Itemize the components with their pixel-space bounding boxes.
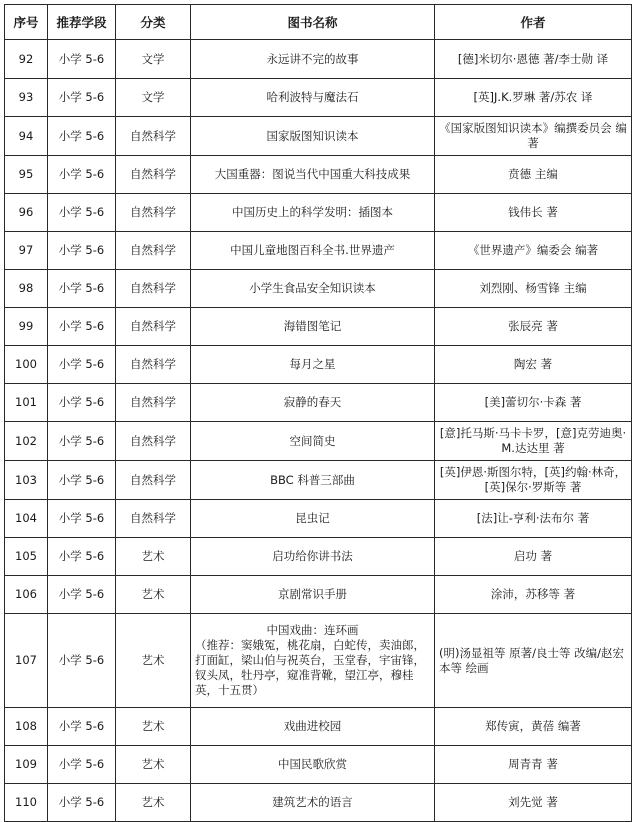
cell-author: [英]J.K.罗琳 著/苏农 译: [435, 79, 632, 117]
table-row: [5, 384, 632, 422]
header-number: 序号: [5, 5, 48, 40]
cell-title: 寂静的春天: [191, 384, 435, 422]
cell-author: [法]让-亨利·法布尔 著: [435, 500, 632, 538]
table-row: [5, 79, 632, 117]
cell-title: 戏曲进校园: [191, 708, 435, 746]
table-row: [5, 614, 632, 708]
cell-title: 启功给你讲书法: [191, 538, 435, 576]
cell-category: 自然科学: [116, 346, 191, 384]
title-note: （推荐：窦娥冤，桃花扇，白蛇传，卖油郎，打面缸，梁山伯与祝英台，玉堂春，宇宙锋，钗头凤，牡丹亭，窥准背靴，望江亭，穆桂英，十五贯）: [195, 638, 425, 697]
table-row: [5, 746, 632, 784]
cell-author: 张辰亮 著: [435, 308, 632, 346]
cell-number: 95: [5, 156, 48, 194]
cell-number: 92: [5, 40, 48, 79]
cell-title: 国家版图知识读本: [191, 117, 435, 156]
cell-stage: 小学 5-6: [48, 308, 116, 346]
cell-category: 艺术: [116, 746, 191, 784]
cell-author: [美]蕾切尔·卡森 著: [435, 384, 632, 422]
cell-category: 自然科学: [116, 156, 191, 194]
cell-category: 文学: [116, 79, 191, 117]
table-row: [5, 538, 632, 576]
table-row: [5, 708, 632, 746]
cell-category: 自然科学: [116, 232, 191, 270]
cell-stage: 小学 5-6: [48, 232, 116, 270]
cell-category: 自然科学: [116, 308, 191, 346]
table-row: [5, 461, 632, 500]
header-author: 作者: [435, 5, 632, 40]
cell-author: [英]伊恩·斯图尔特，[英]约翰·林奇，[英]保尔·罗斯等 著: [435, 461, 632, 500]
cell-number: 107: [5, 614, 48, 708]
cell-stage: 小学 5-6: [48, 156, 116, 194]
cell-author: 刘先觉 著: [435, 784, 632, 822]
cell-stage: 小学 5-6: [48, 500, 116, 538]
cell-title: 中国历史上的科学发明：插图本: [191, 194, 435, 232]
cell-author: 《世界遗产》编委会 编著: [435, 232, 632, 270]
cell-number: 104: [5, 500, 48, 538]
table-row: [5, 270, 632, 308]
table-row: [5, 232, 632, 270]
table-row: [5, 500, 632, 538]
cell-author: 刘烈刚、杨雪锋 主编: [435, 270, 632, 308]
cell-stage: 小学 5-6: [48, 79, 116, 117]
table-row: [5, 117, 632, 156]
cell-author: 启功 著: [435, 538, 632, 576]
header-stage: 推荐学段: [48, 5, 116, 40]
table-header-row: [5, 5, 632, 40]
table-row: [5, 784, 632, 822]
cell-title: 哈利波特与魔法石: [191, 79, 435, 117]
title-main: 中国戏曲：连环画: [266, 623, 359, 637]
cell-title: 中国民歌欣赏: [191, 746, 435, 784]
table-row: [5, 576, 632, 614]
cell-stage: 小学 5-6: [48, 746, 116, 784]
cell-title: 建筑艺术的语言: [191, 784, 435, 822]
cell-title: 永远讲不完的故事: [191, 40, 435, 79]
cell-category: 文学: [116, 40, 191, 79]
header-title: 图书名称: [191, 5, 435, 40]
cell-author: 周青青 著: [435, 746, 632, 784]
cell-title: 大国重器：图说当代中国重大科技成果: [191, 156, 435, 194]
cell-category: 自然科学: [116, 194, 191, 232]
cell-number: 96: [5, 194, 48, 232]
cell-category: 艺术: [116, 708, 191, 746]
cell-stage: 小学 5-6: [48, 194, 116, 232]
cell-author: 《国家版图知识读本》编撰委员会 编著: [435, 117, 632, 156]
cell-stage: 小学 5-6: [48, 270, 116, 308]
cell-title: 中国儿童地图百科全书.世界遗产: [191, 232, 435, 270]
cell-number: 100: [5, 346, 48, 384]
cell-number: 101: [5, 384, 48, 422]
cell-number: 94: [5, 117, 48, 156]
table-row: [5, 156, 632, 194]
cell-stage: 小学 5-6: [48, 784, 116, 822]
cell-number: 105: [5, 538, 48, 576]
cell-category: 自然科学: [116, 422, 191, 461]
header-category: 分类: [116, 5, 191, 40]
cell-title: 京剧常识手册: [191, 576, 435, 614]
cell-category: 自然科学: [116, 384, 191, 422]
cell-category: 艺术: [116, 614, 191, 708]
cell-number: 97: [5, 232, 48, 270]
cell-number: 106: [5, 576, 48, 614]
cell-number: 99: [5, 308, 48, 346]
cell-author: 涂沛，苏移等 著: [435, 576, 632, 614]
cell-stage: 小学 5-6: [48, 461, 116, 500]
table-row: [5, 194, 632, 232]
cell-category: 艺术: [116, 576, 191, 614]
cell-title: BBC 科普三部曲: [191, 461, 435, 500]
cell-stage: 小学 5-6: [48, 40, 116, 79]
table-row: [5, 422, 632, 461]
cell-stage: 小学 5-6: [48, 576, 116, 614]
table-row: [5, 346, 632, 384]
cell-number: 102: [5, 422, 48, 461]
book-list-table: [4, 4, 632, 822]
cell-stage: 小学 5-6: [48, 117, 116, 156]
cell-author: [德]米切尔·恩德 著/李士勋 译: [435, 40, 632, 79]
cell-number: 93: [5, 79, 48, 117]
cell-title: 空间简史: [191, 422, 435, 461]
cell-title: [191, 614, 435, 708]
cell-stage: 小学 5-6: [48, 384, 116, 422]
cell-author: 贲德 主编: [435, 156, 632, 194]
cell-stage: 小学 5-6: [48, 538, 116, 576]
cell-stage: 小学 5-6: [48, 614, 116, 708]
cell-stage: 小学 5-6: [48, 422, 116, 461]
cell-category: 自然科学: [116, 270, 191, 308]
cell-author: (明)汤显祖等 原著/良士等 改编/赵宏本等 绘画: [435, 614, 632, 708]
cell-title: 海错图笔记: [191, 308, 435, 346]
cell-category: 自然科学: [116, 117, 191, 156]
cell-author: [意]托马斯·马卡卡罗，[意]克劳迪奥·M.达达里 著: [435, 422, 632, 461]
cell-number: 98: [5, 270, 48, 308]
cell-number: 109: [5, 746, 48, 784]
cell-stage: 小学 5-6: [48, 708, 116, 746]
cell-title: 小学生食品安全知识读本: [191, 270, 435, 308]
cell-number: 108: [5, 708, 48, 746]
cell-author: 钱伟长 著: [435, 194, 632, 232]
table-row: [5, 40, 632, 79]
cell-title: 昆虫记: [191, 500, 435, 538]
cell-author: 郑传寅，黄蓓 编著: [435, 708, 632, 746]
cell-category: 艺术: [116, 538, 191, 576]
cell-number: 103: [5, 461, 48, 500]
cell-stage: 小学 5-6: [48, 346, 116, 384]
cell-author: 陶宏 著: [435, 346, 632, 384]
cell-category: 自然科学: [116, 500, 191, 538]
cell-category: 艺术: [116, 784, 191, 822]
cell-number: 110: [5, 784, 48, 822]
cell-category: 自然科学: [116, 461, 191, 500]
cell-title: 每月之星: [191, 346, 435, 384]
table-row: [5, 308, 632, 346]
